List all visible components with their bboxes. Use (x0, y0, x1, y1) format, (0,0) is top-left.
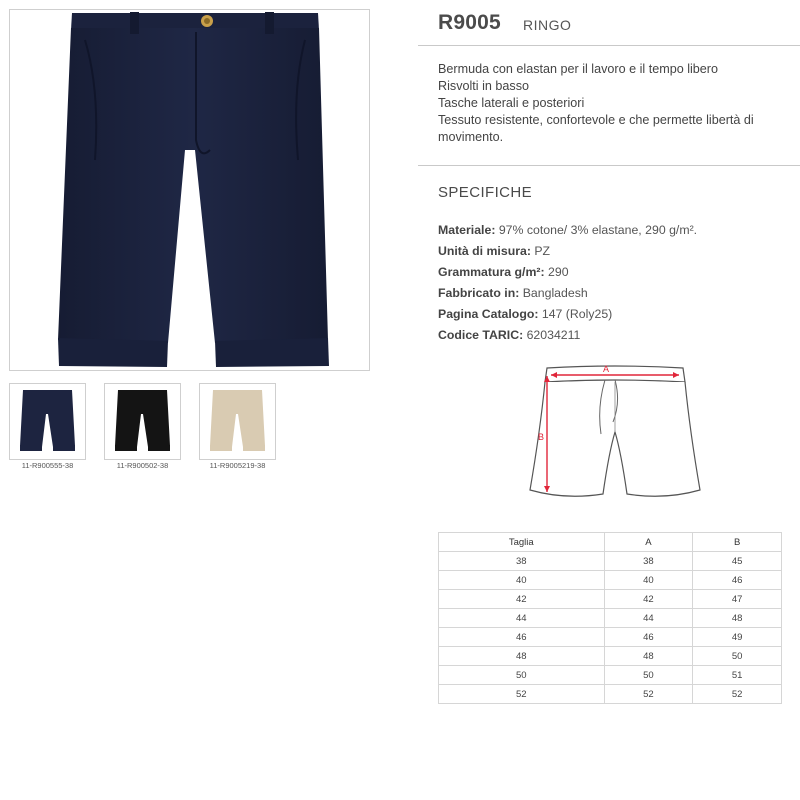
thumbnail-navy[interactable] (9, 383, 86, 460)
spec-taric: Codice TARIC: 62034211 (438, 328, 581, 342)
table-row (439, 590, 782, 609)
header-a: A (604, 533, 693, 552)
cell: 49 (693, 628, 782, 647)
cell: 42 (439, 590, 605, 609)
cell: 44 (604, 609, 693, 628)
cell: 52 (693, 685, 782, 704)
main-product-image (9, 9, 370, 371)
header-b: B (693, 533, 782, 552)
cell: 42 (604, 590, 693, 609)
table-row (439, 609, 782, 628)
cell: 44 (439, 609, 605, 628)
spec-origin: Fabbricato in: Bangladesh (438, 286, 588, 300)
divider (418, 165, 800, 166)
table-row (439, 552, 782, 571)
table-row (439, 647, 782, 666)
thumbnail-label: 11-R9005219-38 (209, 461, 266, 470)
description-line: Tessuto resistente, confortevole e che permette libertà di movimento. (438, 113, 754, 144)
cell: 38 (439, 552, 605, 571)
label-b: B (538, 432, 545, 442)
shorts-beige-icon (200, 384, 275, 459)
cell: 40 (604, 571, 693, 590)
table-row (439, 666, 782, 685)
cell: 50 (693, 647, 782, 666)
thumbnail-label: 11-R900555-38 (21, 461, 74, 470)
spec-material: Materiale: 97% cotone/ 3% elastane, 290 g/m². (438, 223, 698, 237)
spec-unit: Unità di misura: PZ (438, 244, 551, 258)
size-table (438, 532, 782, 704)
thumbnail-beige[interactable] (199, 383, 276, 460)
table-row (439, 628, 782, 647)
description-line: Risvolti in basso (438, 79, 529, 93)
divider (418, 45, 800, 46)
cell: 48 (604, 647, 693, 666)
cell: 46 (439, 628, 605, 647)
thumbnail-black[interactable] (104, 383, 181, 460)
cell: 40 (439, 571, 605, 590)
shorts-navy-icon (10, 384, 85, 459)
label-a: A (603, 364, 610, 374)
spec-weight: Grammatura g/m²: 290 (438, 265, 569, 279)
table-header-row (439, 533, 782, 552)
cell: 51 (693, 666, 782, 685)
thumbnail-label: 11-R900502-38 (116, 461, 169, 470)
spec-catalog-page: Pagina Catalogo: 147 (Roly25) (438, 307, 613, 321)
header-size: Taglia (439, 533, 605, 552)
product-description (438, 61, 793, 146)
description-line: Tasche laterali e posteriori (438, 96, 585, 110)
shorts-black-icon (105, 384, 180, 459)
table-row (439, 685, 782, 704)
table-row (439, 571, 782, 590)
measurement-diagram (525, 362, 705, 502)
specs-list (438, 220, 788, 346)
cell: 52 (604, 685, 693, 704)
cell: 48 (439, 647, 605, 666)
cell: 46 (604, 628, 693, 647)
cell: 50 (439, 666, 605, 685)
product-code: R9005 (438, 11, 501, 34)
product-name: RINGO (523, 17, 572, 33)
specs-title: SPECIFICHE (438, 184, 533, 201)
description-line: Bermuda con elastan per il lavoro e il tempo libero (438, 62, 719, 76)
cell: 48 (693, 609, 782, 628)
cell: 46 (693, 571, 782, 590)
cell: 45 (693, 552, 782, 571)
cell: 47 (693, 590, 782, 609)
cell: 52 (439, 685, 605, 704)
cell: 38 (604, 552, 693, 571)
cell: 50 (604, 666, 693, 685)
shorts-illustration (10, 10, 369, 370)
